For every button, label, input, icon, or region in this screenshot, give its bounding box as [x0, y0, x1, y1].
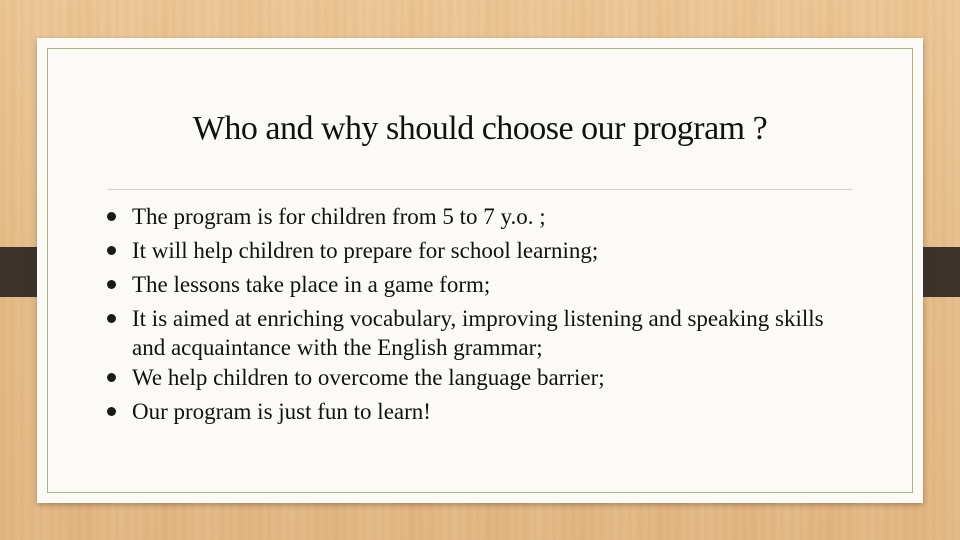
- bullet-item: [105, 304, 825, 362]
- title-divider: [108, 189, 852, 190]
- bullet-dot-icon: [107, 280, 116, 289]
- bullet-item: [105, 363, 825, 392]
- bullet-text: It will help children to prepare for school learning;: [132, 238, 599, 263]
- bullet-text: Our program is just fun to learn!: [132, 399, 431, 424]
- bullet-text: We help children to overcome the language barrier;: [132, 365, 605, 390]
- bullet-dot-icon: [107, 314, 116, 323]
- bullet-list: [105, 202, 825, 431]
- bullet-dot-icon: [107, 212, 116, 221]
- bullet-text: It is aimed at enriching vocabulary, improving listening and speaking skills and acquaintance with the English grammar;: [132, 306, 824, 360]
- bullet-text: The lessons take place in a game form;: [132, 272, 491, 297]
- bullet-text: The program is for children from 5 to 7 y.o. ;: [132, 204, 546, 229]
- bullet-item: [105, 202, 825, 231]
- bullet-item: [105, 270, 825, 299]
- slide-title: Who and why should choose our program ?: [192, 110, 768, 147]
- bullet-dot-icon: [107, 373, 116, 382]
- bullet-item: [105, 397, 825, 426]
- slide-card: [37, 38, 923, 503]
- bullet-dot-icon: [107, 407, 116, 416]
- bullet-item: [105, 236, 825, 265]
- bullet-dot-icon: [107, 246, 116, 255]
